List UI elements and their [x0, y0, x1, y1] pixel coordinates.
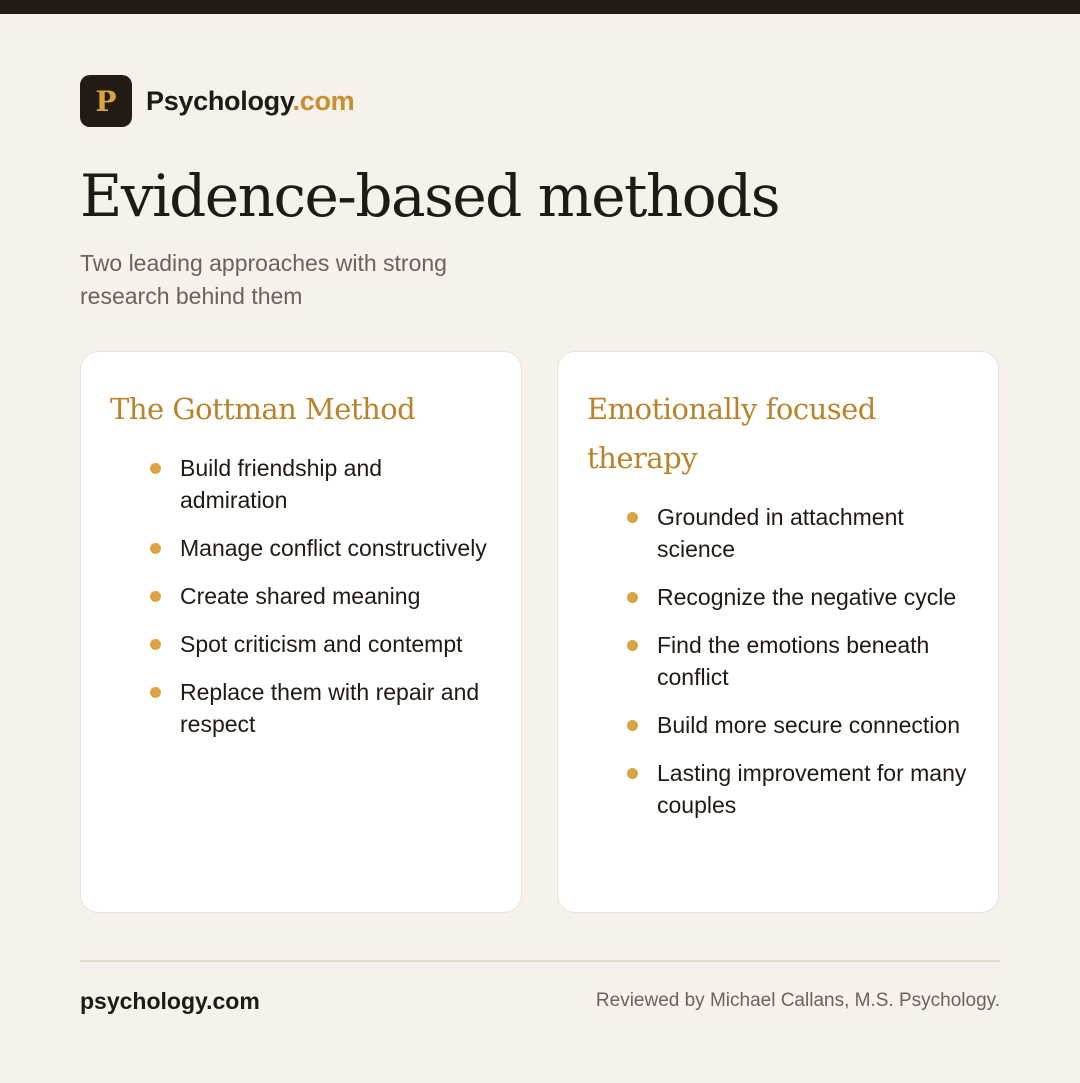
top-accent-bar	[0, 0, 1080, 14]
bullet-dot-icon	[150, 463, 161, 474]
list-item	[627, 581, 972, 613]
list-item	[627, 629, 972, 693]
list-item-text: Recognize the negative cycle	[657, 584, 957, 610]
bullet-list	[587, 501, 972, 821]
logo-letter: P	[95, 84, 117, 118]
bullet-dot-icon	[627, 768, 638, 779]
list-item-text: Lasting improvement for many couples	[657, 760, 967, 818]
page-subtitle: Two leading approaches with strong research behind them	[80, 250, 447, 309]
card-title: The Gottman Method	[110, 392, 416, 426]
page-title: Evidence-based methods	[80, 162, 780, 230]
brand-tld: .com	[292, 85, 355, 116]
card-emotionally-focused-therapy	[557, 351, 999, 913]
list-item-text: Spot criticism and contempt	[180, 631, 463, 657]
list-item	[150, 676, 495, 740]
list-item-text: Replace them with repair and respect	[180, 679, 480, 737]
list-item-text: Manage conflict constructively	[180, 535, 487, 561]
list-item	[150, 532, 495, 564]
brand-name: Psychology	[146, 85, 293, 116]
bullet-dot-icon	[150, 687, 161, 698]
list-item-text: Grounded in attachment science	[657, 504, 904, 562]
bullet-dot-icon	[150, 639, 161, 650]
list-item	[150, 452, 495, 516]
list-item	[627, 709, 972, 741]
list-item	[627, 501, 972, 565]
list-item-text: Build more secure connection	[657, 712, 960, 738]
card-title: Emotionally focused therapy	[587, 392, 876, 475]
list-item-text: Build friendship and admiration	[180, 455, 383, 513]
list-item-text: Create shared meaning	[180, 583, 421, 609]
brand-header[interactable]	[80, 75, 354, 127]
list-item	[150, 628, 495, 660]
footer-divider	[80, 960, 1000, 962]
card-gottman-method	[80, 351, 522, 913]
bullet-dot-icon	[627, 640, 638, 651]
bullet-dot-icon	[150, 543, 161, 554]
list-item	[627, 757, 972, 821]
footer-site-link[interactable]: psychology.com	[80, 988, 260, 1014]
list-item-text: Find the emotions beneath conflict	[657, 632, 930, 690]
bullet-dot-icon	[627, 592, 638, 603]
footer-reviewer-credit: Reviewed by Michael Callans, M.S. Psychology.	[595, 990, 1000, 1011]
list-item	[150, 580, 495, 612]
bullet-list	[110, 452, 495, 740]
bullet-dot-icon	[627, 512, 638, 523]
logo-icon	[80, 75, 132, 127]
bullet-dot-icon	[150, 591, 161, 602]
brand-wordmark	[146, 86, 354, 117]
bullet-dot-icon	[627, 720, 638, 731]
